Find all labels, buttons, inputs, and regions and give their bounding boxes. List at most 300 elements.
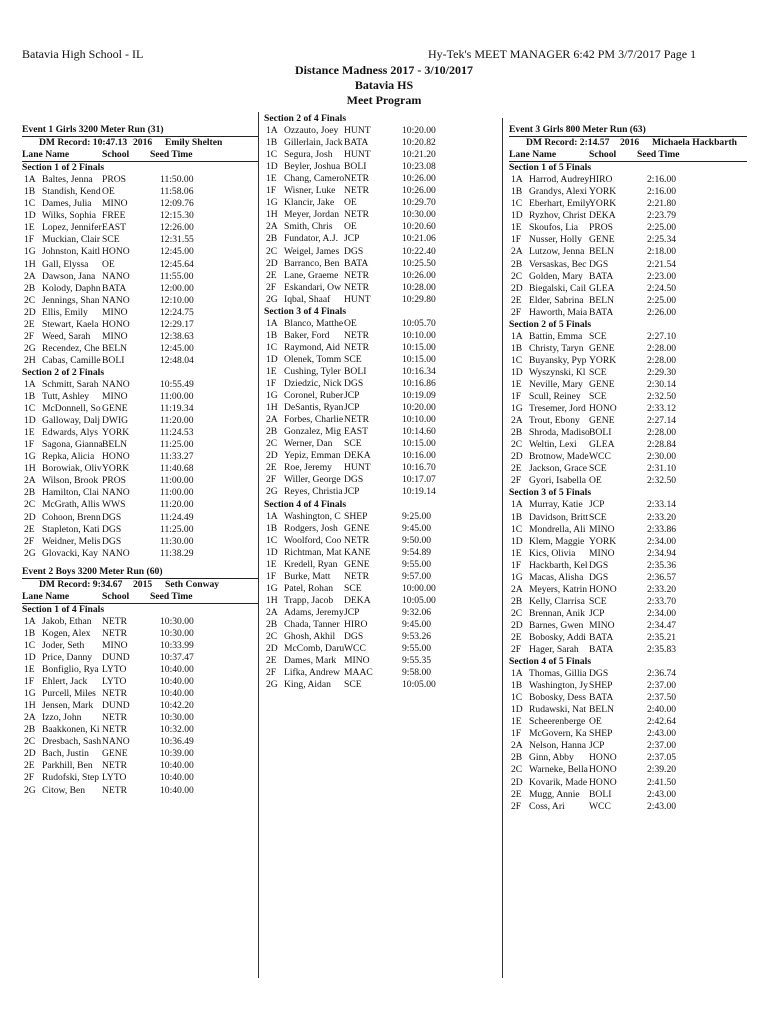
section-heading [22, 162, 258, 174]
athlete-name: Tutt, Ashley [42, 391, 90, 403]
school: YORK [589, 198, 617, 210]
school: DGS [589, 559, 609, 571]
lane: 1B [511, 342, 523, 354]
entry-row [22, 319, 258, 331]
seed-time: 10:40.00 [160, 784, 194, 796]
lane: 2G [24, 784, 36, 796]
athlete-name: Coss, Ari [529, 800, 565, 812]
athlete-name: Lopez, Jennifer [42, 222, 102, 234]
athlete-name: Fundator, A.J. [284, 233, 338, 245]
athlete-name: Neville, Mary [529, 378, 583, 390]
school: NETR [102, 712, 128, 724]
lane: 1F [511, 728, 522, 740]
lane: 2F [266, 474, 277, 486]
seed-time: 11:00.00 [160, 487, 194, 499]
entry-row [264, 667, 500, 679]
school: YORK [102, 463, 130, 475]
lane: 2C [511, 607, 523, 619]
athlete-name: Jennings, Shan [42, 294, 100, 306]
seed-time: 9:58.00 [402, 667, 432, 679]
athlete-name: Nelson, Hanna [529, 740, 587, 752]
entry-row [22, 736, 258, 748]
athlete-name: Elder, Sabrina [529, 294, 584, 306]
lane: 2D [24, 306, 36, 318]
seed-time-header: Seed Time [150, 149, 193, 161]
lane: 1E [511, 378, 522, 390]
athlete-name: Citow, Ben [42, 784, 86, 796]
seed-time: 2:33.86 [647, 523, 677, 535]
lane: 1D [511, 535, 523, 547]
entry-row [264, 330, 500, 342]
entry-row [22, 512, 258, 524]
athlete-name: Jakob, Ethan [42, 615, 92, 627]
section-title: Section 2 of 4 Finals [264, 113, 347, 124]
athlete-name: Blanco, Matthe [284, 317, 344, 329]
meet-record-row [22, 136, 258, 149]
record-mark: DM Record: 10:47.13 [39, 137, 128, 149]
athlete-name: Raymond, Aid [284, 341, 340, 353]
school: SCE [589, 595, 607, 607]
entry-row [264, 474, 500, 486]
seed-time: 2:32.50 [647, 391, 677, 403]
seed-time: 2:32.50 [647, 475, 677, 487]
school: LYTO [102, 772, 127, 784]
school: MINO [589, 523, 615, 535]
lane: 1C [24, 403, 36, 415]
lane: 2C [266, 245, 278, 257]
seed-time: 10:22.40 [402, 245, 436, 257]
athlete-name: Glovacki, Kay [42, 547, 98, 559]
lane: 2E [511, 788, 522, 800]
lane: 1D [24, 652, 36, 664]
event-heading [22, 124, 258, 136]
athlete-name: Eskandari, Ow [284, 281, 342, 293]
school: HUNT [344, 149, 371, 161]
record-mark: DM Record: 9:34.67 [39, 578, 123, 590]
section-heading [509, 319, 747, 331]
seed-time: 10:16.34 [402, 365, 436, 377]
seed-time: 10:00.00 [402, 582, 436, 594]
lane: 1B [511, 511, 523, 523]
school: BELN [102, 342, 128, 354]
lane: 2D [511, 619, 523, 631]
entry-row [264, 547, 500, 559]
athlete-name: Chang, Camero [284, 173, 345, 185]
school: MINO [589, 619, 615, 631]
lane: 1E [266, 173, 277, 185]
athlete-name: Woolford, Coo [284, 534, 342, 546]
lane: 2C [24, 499, 36, 511]
lane: 1D [266, 546, 278, 558]
athlete-name: Nusser, Holly [529, 234, 582, 246]
athlete-name: Haworth, Maia [529, 306, 588, 318]
school: LYTO [102, 664, 127, 676]
school: HIRO [589, 174, 613, 186]
athlete-name: Ehlert, Jack [42, 676, 88, 688]
athlete-name: Dresbach, Sash [42, 736, 102, 748]
section-title: Section 3 of 4 Finals [264, 305, 347, 317]
entry-row [264, 438, 500, 450]
event-heading [509, 124, 747, 136]
entry-row [22, 427, 258, 439]
seed-time: 11:00.00 [160, 475, 194, 487]
seed-time: 10:05.00 [402, 679, 436, 691]
athlete-name: Christy, Taryn [529, 342, 584, 354]
meet-program-heading: Meet Program [346, 93, 422, 107]
school: SCE [344, 679, 362, 691]
lane: 1D [24, 415, 36, 427]
seed-time: 10:28.00 [402, 281, 436, 293]
seed-time: 10:19.09 [402, 390, 436, 402]
entry-row [22, 772, 258, 784]
athlete-name: Burke, Matt [284, 570, 331, 582]
school: DGS [589, 258, 609, 270]
school: NANO [102, 378, 130, 390]
entry-row [22, 234, 258, 246]
lane: 2A [511, 740, 523, 752]
school: OE [102, 258, 115, 270]
school: WWS [102, 499, 126, 511]
school: HONO [589, 752, 617, 764]
school: SCE [344, 582, 362, 594]
entry-row [509, 198, 747, 210]
school: HONO [102, 246, 130, 258]
seed-time: 10:17.07 [402, 474, 436, 486]
school: BATA [102, 282, 127, 294]
school: GENE [589, 234, 615, 246]
seed-time: 10:40.00 [160, 664, 194, 676]
lane: 1B [266, 329, 278, 341]
school: PROS [102, 174, 126, 186]
entry-row [264, 426, 500, 438]
seed-time: 10:26.00 [402, 173, 436, 185]
seed-time: 2:25.00 [647, 294, 677, 306]
seed-time: 2:37.50 [647, 692, 677, 704]
athlete-name: Scheerenberge [529, 716, 586, 728]
seed-time: 10:37.47 [160, 652, 194, 664]
entry-row [264, 233, 500, 245]
entry-row [509, 536, 747, 548]
section-title: Section 4 of 4 Finals [264, 498, 347, 510]
seed-time: 2:34.00 [647, 535, 677, 547]
entry-row [509, 246, 747, 258]
athlete-name: Trout, Ebony [529, 415, 580, 427]
lane: 1D [511, 366, 523, 378]
seed-time: 10:32.00 [160, 724, 194, 736]
school: MINO [344, 655, 370, 667]
athlete-name: Forbes, Charlie [284, 414, 344, 426]
seed-time: 10:40.00 [160, 688, 194, 700]
school: GENE [589, 378, 615, 390]
athlete-name: Patel, Rohan [284, 582, 334, 594]
athlete-name: Hackbarth, Kel [529, 559, 588, 571]
seed-time: 10:55.49 [160, 378, 194, 390]
lane: 1D [266, 353, 278, 365]
athlete-name: Hamilton, Clai [42, 487, 100, 499]
school: BELN [589, 294, 615, 306]
entry-row [509, 379, 747, 391]
seed-time: 9:53.26 [402, 631, 432, 643]
seed-time: 2:35.83 [647, 644, 677, 656]
athlete-name: Price, Danny [42, 652, 93, 664]
seed-time: 2:35.36 [647, 559, 677, 571]
seed-time: 10:30.00 [402, 209, 436, 221]
school: BATA [344, 137, 369, 149]
seed-time: 10:40.00 [160, 676, 194, 688]
school: DGS [102, 535, 122, 547]
lane: 1C [511, 692, 523, 704]
seed-time: 10:20.00 [402, 402, 436, 414]
lane: 1F [511, 234, 522, 246]
lane: 2B [24, 487, 36, 499]
seed-time: 2:28.00 [647, 427, 677, 439]
entry-row [22, 664, 258, 676]
lane: 1C [24, 198, 36, 210]
athlete-name: Ryzhov, Christ [529, 210, 587, 222]
lane: 2B [266, 618, 278, 630]
entry-row [509, 801, 747, 813]
lane: 1G [24, 246, 36, 258]
school: WCC [344, 643, 366, 655]
school: NETR [102, 784, 128, 796]
athlete-name: Murray, Katie [529, 499, 583, 511]
school-header: School [589, 149, 617, 161]
seed-time: 10:30.00 [160, 615, 194, 627]
athlete-name: Mondrella, Ali [529, 523, 586, 535]
entry-row [264, 511, 500, 523]
athlete-name: Klancir, Jake [284, 197, 335, 209]
lane: 1E [511, 222, 522, 234]
school: HONO [102, 318, 130, 330]
entry-row [264, 246, 500, 258]
seed-time: 11:20.00 [160, 415, 194, 427]
school: KANE [344, 546, 371, 558]
school: DGS [102, 511, 122, 523]
athlete-name: Weigel, James [284, 245, 340, 257]
seed-time: 10:15.00 [402, 353, 436, 365]
school: PROS [102, 475, 126, 487]
lane: 1F [511, 391, 522, 403]
athlete-name: Edwards, Alys [42, 427, 98, 439]
entry-row [509, 644, 747, 656]
athlete-name: Skoufos, Lia [529, 222, 579, 234]
school: BATA [589, 270, 614, 282]
lane: 2B [511, 595, 523, 607]
meet-venue: Batavia HS [354, 78, 414, 92]
section-title: Section 4 of 5 Finals [509, 656, 592, 668]
lane: 1H [24, 700, 36, 712]
seed-time: 10:40.00 [160, 760, 194, 772]
seed-time: 9:45.00 [402, 618, 432, 630]
seed-time: 2:33.12 [647, 403, 677, 415]
school: NETR [102, 688, 128, 700]
seed-time: 9:32.06 [402, 606, 432, 618]
lane: 1E [511, 716, 522, 728]
athlete-name: Joder, Seth [42, 639, 85, 651]
entry-row [22, 724, 258, 736]
school: GENE [589, 415, 615, 427]
school: OE [344, 221, 357, 233]
seed-time: 10:29.80 [402, 293, 436, 305]
athlete-name: Hager, Sarah [529, 644, 579, 656]
school: OE [589, 475, 602, 487]
athlete-name: Cushing, Tyler [284, 365, 341, 377]
entry-row [264, 161, 500, 173]
entry-row [509, 777, 747, 789]
athlete-name: Bach, Justin [42, 748, 89, 760]
school: SCE [102, 234, 120, 246]
seed-time: 12:10.00 [160, 294, 194, 306]
entry-row [509, 704, 747, 716]
entry-row [22, 688, 258, 700]
athlete-name: Weidner, Melis [42, 535, 101, 547]
lane: 2A [24, 475, 36, 487]
program-column-3 [509, 118, 747, 813]
school: MINO [102, 198, 128, 210]
seed-time: 12:15.30 [160, 210, 194, 222]
section-heading [22, 604, 258, 616]
lane: 1F [24, 439, 35, 451]
entry-row [264, 282, 500, 294]
seed-time: 2:27.14 [647, 415, 677, 427]
seed-time: 2:34.94 [647, 547, 677, 559]
seed-time: 10:10.00 [402, 329, 436, 341]
athlete-name: Ginn, Abby [529, 752, 574, 764]
seed-time: 9:57.00 [402, 570, 432, 582]
entry-row [509, 174, 747, 186]
lane: 2G [266, 486, 278, 498]
school: NETR [102, 724, 128, 736]
entry-row [264, 149, 500, 161]
record-year: 2016 [620, 137, 640, 149]
entry-row [509, 596, 747, 608]
athlete-name: Shroda, Madiso [529, 427, 590, 439]
lane: 1B [511, 186, 523, 198]
lane: 1H [24, 258, 36, 270]
school: DEKA [344, 450, 371, 462]
lane: 1D [24, 210, 36, 222]
athlete-name: Battin, Emma [529, 330, 583, 342]
event-title: Event 1 Girls 3200 Meter Run (31) [22, 124, 164, 135]
section-heading [509, 487, 747, 499]
entry-row [264, 462, 500, 474]
lane: 1H [266, 594, 278, 606]
entry-row [264, 607, 500, 619]
seed-time: 11:25.00 [160, 439, 194, 451]
lane: 2B [266, 426, 278, 438]
lane: 2F [266, 281, 277, 293]
athlete-name: Macas, Alisha [529, 571, 584, 583]
entry-row [22, 487, 258, 499]
seed-time: 2:23.79 [647, 210, 677, 222]
seed-time: 2:16.00 [647, 186, 677, 198]
column-header-row [22, 591, 258, 604]
athlete-name: Parkhill, Ben [42, 760, 93, 772]
entry-row [509, 463, 747, 475]
athlete-name: Purcell, Miles [42, 688, 96, 700]
seed-time: 11:55.00 [160, 270, 194, 282]
lane: 1B [511, 680, 523, 692]
entry-row [264, 655, 500, 667]
seed-time: 2:21.54 [647, 258, 677, 270]
seed-time: 10:21.06 [402, 233, 436, 245]
lane: 1G [266, 390, 278, 402]
entry-row [509, 608, 747, 620]
school: SCE [589, 330, 607, 342]
athlete-name: Coronel, Ruber [284, 390, 344, 402]
school: GENE [344, 522, 370, 534]
entry-row [509, 680, 747, 692]
program-column-2 [264, 113, 500, 691]
school: NETR [344, 329, 370, 341]
seed-time: 2:30.00 [647, 451, 677, 463]
athlete-name: Willer, George [284, 474, 341, 486]
section-title: Section 1 of 2 Finals [22, 162, 105, 174]
school: JCP [344, 233, 360, 245]
entry-row [509, 355, 747, 367]
entry-row [509, 307, 747, 319]
entry-row [264, 390, 500, 402]
seed-time: 2:25.34 [647, 234, 677, 246]
entry-row [509, 415, 747, 427]
entry-row [264, 450, 500, 462]
school: MINO [102, 391, 128, 403]
athlete-name: Lifka, Andrew [284, 667, 340, 679]
entry-row [509, 789, 747, 801]
section-title: Section 1 of 4 Finals [22, 603, 105, 615]
lane: 2A [24, 712, 36, 724]
athlete-name: Bobosky, Addi [529, 631, 586, 643]
entry-row [22, 379, 258, 391]
lane: 1F [266, 378, 277, 390]
seed-time: 2:21.80 [647, 198, 677, 210]
athlete-name: Washington, C [284, 510, 341, 522]
athlete-name: Recendez, Che [42, 342, 100, 354]
school: MINO [589, 547, 615, 559]
school: YORK [589, 354, 617, 366]
athlete-name: Dames, Julia [42, 198, 92, 210]
school: BATA [589, 692, 614, 704]
school: NETR [344, 534, 370, 546]
school: HONO [102, 451, 130, 463]
lane: 2E [24, 318, 35, 330]
entry-row [22, 283, 258, 295]
lane: 2D [511, 282, 523, 294]
entry-row [22, 222, 258, 234]
lane: 2E [511, 294, 522, 306]
athlete-name: Baakkonen, Ki [42, 724, 100, 736]
entry-row [509, 572, 747, 584]
athlete-name: Standish, Kend [42, 186, 101, 198]
school: NETR [344, 269, 370, 281]
lane: 2D [24, 748, 36, 760]
school-header: School [102, 590, 130, 602]
athlete-name: Kogen, Alex [42, 627, 91, 639]
event-title: Event 2 Boys 3200 Meter Run (60) [22, 565, 163, 577]
athlete-name: Galloway, Dalj [42, 415, 100, 427]
seed-time: 2:36.57 [647, 571, 677, 583]
lane: 1G [266, 582, 278, 594]
entry-row [509, 560, 747, 572]
lane: 2F [24, 330, 35, 342]
seed-time: 12:29.17 [160, 318, 194, 330]
seed-time: 10:21.20 [402, 149, 436, 161]
school: BOLI [344, 161, 367, 173]
entry-row [22, 391, 258, 403]
report-info: Hy-Tek's MEET MANAGER 6:42 PM 3/7/2017 Page 1 [428, 47, 697, 61]
lane: 2C [266, 631, 278, 643]
lane: 1B [24, 186, 36, 198]
